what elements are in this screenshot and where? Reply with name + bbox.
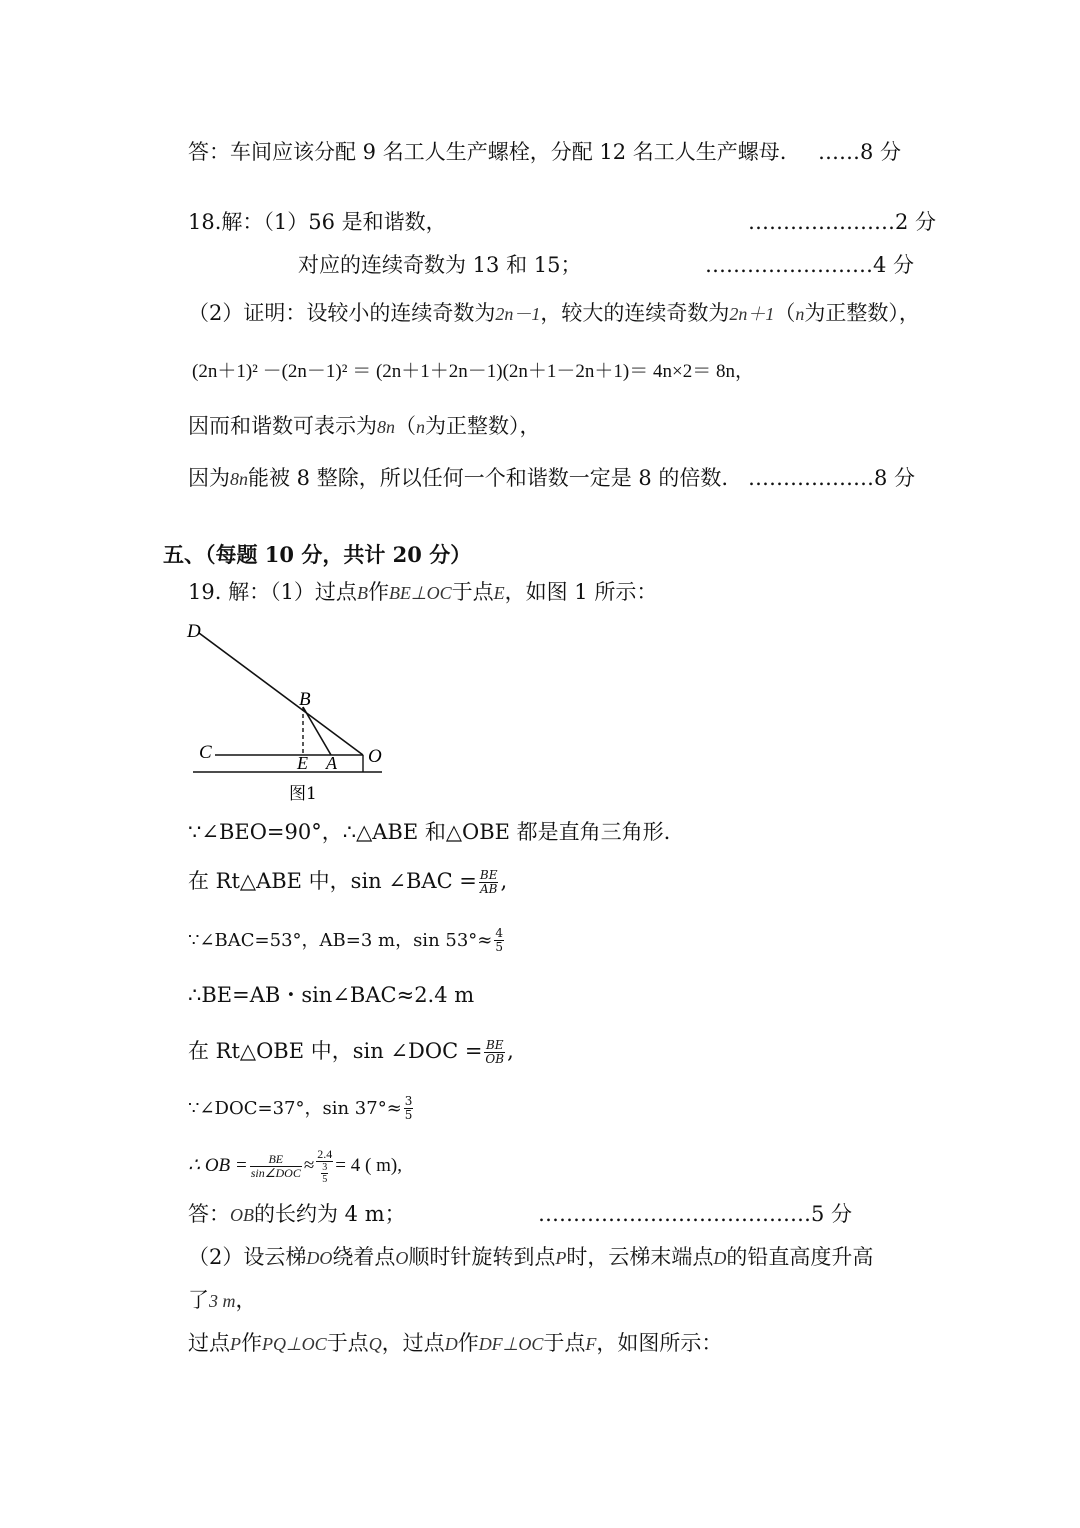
point-p-var: P [230,1334,241,1354]
q19-step1: ∵∠BEO=90°，∴△ABE 和△OBE 都是直角三角形. [188,820,671,844]
q19-step7-text: ∴ OB = [188,1154,248,1176]
q19-part2-line3-text-c: 于点 [326,1331,369,1355]
fraction-4-over-5 [494,927,504,954]
q19-intro-text-d: ，如图 1 所示： [504,580,658,604]
q18-line3-text-c: （ [774,301,796,325]
q19-answer-text-b: 的长约为 4 m； [254,1202,406,1226]
height-3m-value: 3 m [209,1291,236,1311]
q19-part2-line2 [188,1286,257,1315]
q18-line5-text-a: 因而和谐数可表示为 [188,414,377,438]
label-a: A [326,753,337,773]
q19-part2-text-c: 顺时针旋转到点 [408,1245,556,1269]
q18-proof-equation: (2n＋1)² －(2n－1)² ＝ (2n＋1＋2n－1)(2n＋1－2n＋1)＝ 4n×2＝ 8n， [192,361,754,382]
q19-step3-text: ∵∠BAC=53°，AB=3 m，sin 53°≈ [188,930,493,951]
q19-part2-text-a: （2）设云梯 [188,1245,307,1269]
n-var: n [416,417,425,437]
section-5-heading: 五、（每题 10 分，共计 20 分） [163,542,472,567]
q19-part2-line3-text-e: 作 [457,1331,479,1355]
larger-odd-expr: 2n＋1 [729,304,775,324]
point-o-var: O [395,1248,409,1268]
label-d: D [187,621,201,642]
q19-part2-line3-text-a: 过点 [188,1331,230,1355]
answer-17-text: 答：车间应该分配 9 名工人生产螺栓，分配 12 名工人生产螺母. [188,140,787,164]
label-o: O [368,746,382,767]
be-perp-oc-expr: BE⊥OC [388,583,452,603]
fraction-denominator: 5 [495,940,504,954]
fraction-numerator: 2.4 [317,1147,333,1161]
point-d-var: D [444,1334,458,1354]
fraction-numerator: 3 [322,1162,328,1173]
q19-intro-text-b: 作 [367,580,389,604]
q19-step7-result: = 4 ( m), [335,1154,402,1176]
smaller-odd-expr: 2n－1 [495,304,541,324]
q19-intro-text-a: 19. 解：（1）过点 [188,580,357,604]
q18-line2-score: ……………………4 分 [705,253,915,277]
segment-do-var: DO [306,1248,333,1268]
q19-answer-text-a: 答： [188,1202,230,1226]
ladder-line-do [199,633,363,755]
q19-step2-comma: , [500,869,508,893]
q19-step5 [188,1037,514,1066]
q19-step6-text: ∵∠DOC=37°，sin 37°≈ [188,1098,402,1119]
q19-step2-text: 在 Rt△ABE 中，sin ∠BAC = [188,869,477,893]
df-perp-oc-expr: DF⊥OC [478,1334,544,1354]
fraction-denominator: 5 [404,1108,413,1122]
fraction-numerator: BE [485,1038,504,1052]
q19-step3 [188,925,506,955]
fraction-numerator: 3 [404,1094,413,1108]
point-f-var: F [585,1334,597,1354]
q18-line3 [188,299,920,328]
approx-sign: ≈ [303,1154,315,1176]
fraction-denominator [316,1162,333,1185]
q19-part2-line3-text-b: 作 [241,1331,262,1355]
q19-intro [188,578,657,607]
q19-step5-text: 在 Rt△OBE 中，sin ∠DOC = [188,1039,483,1063]
q18-line1: 18.解：（1）56 是和谐数， [188,210,447,234]
q18-line3-text-a: （2）证明：设较小的连续奇数为 [188,301,496,325]
segment-ba [303,707,331,755]
q18-line6-text-b: 能被 8 整除，所以任何一个和谐数一定是 8 的倍数. [248,466,729,490]
point-b-var: B [356,583,368,603]
fraction-denominator: OB [485,1052,505,1066]
q19-part2-line3-text-d: ，过点 [381,1331,445,1355]
point-d-var: D [713,1248,727,1268]
label-b: B [299,689,311,710]
q18-line3-text-b: ，较大的连续奇数为 [540,301,730,325]
q19-part2-line3-text-g: ，如图所示： [596,1331,723,1355]
q19-answer-score: …………………………………5 分 [538,1202,853,1226]
figure-1-caption: 图1 [289,784,317,804]
q18-line3-text-d: 为正整数）， [804,301,920,325]
fraction-2-4-over-3-5 [316,1148,333,1185]
point-p-var: P [555,1248,567,1268]
fraction-denominator: sin∠DOC [250,1166,301,1180]
q19-answer [188,1200,406,1229]
fraction-3-over-5 [404,1095,414,1122]
label-c: C [199,742,212,763]
q19-step2 [188,867,507,896]
q19-part2-line2-text-b: ， [235,1288,257,1312]
figure-1-diagram [185,615,395,815]
answer-17-score: ……8 分 [818,140,902,164]
q18-line5-text-c: 为正整数）， [425,414,541,438]
eight-n-expr: 8n [230,469,248,489]
fraction-be-over-sin-doc [250,1153,302,1180]
fraction-be-over-ob [484,1039,505,1066]
q18-line6-text-a: 因为 [188,466,230,490]
q19-part2-line1 [188,1243,873,1272]
q19-step4: ∴BE=AB・sin∠BAC≈2.4 m [188,983,475,1007]
q18-line6-score: ………………8 分 [748,466,916,490]
nested-fraction-3-over-5 [321,1162,328,1185]
q19-part2-text-b: 绕着点 [332,1245,396,1269]
q18-line5-text-b: （ [395,414,416,438]
fraction-numerator: BE [479,868,498,882]
q19-part2-line3 [188,1329,722,1358]
q19-part2-line2-text-a: 了 [188,1288,209,1312]
q18-line5 [188,412,541,441]
q19-intro-text-c: 于点 [451,580,494,604]
n-var: n [795,304,805,324]
q19-part2-line3-text-f: 于点 [543,1331,586,1355]
q18-line2: 对应的连续奇数为 13 和 15； [298,253,582,277]
q19-step5-comma: , [507,1039,514,1063]
q19-part2-text-d: 时，云梯末端点 [566,1245,714,1269]
point-e-var: E [493,583,505,603]
label-e: E [297,753,308,773]
fraction-numerator: BE [250,1153,302,1167]
point-q-var: Q [368,1334,382,1354]
q19-part2-text-e: 的铅直高度升高 [726,1245,874,1269]
eight-n-expr: 8n [377,417,395,437]
segment-ob-var: OB [230,1205,254,1225]
q18-line6 [188,464,728,493]
fraction-denominator: 5 [322,1174,328,1185]
q19-step6 [188,1093,415,1123]
fraction-numerator: 4 [495,926,504,940]
q18-line1-score: …………………2 分 [748,210,937,234]
fraction-be-over-ab [479,869,499,896]
q19-step7 [188,1148,402,1185]
pq-perp-oc-expr: PQ⊥OC [262,1334,327,1354]
fraction-denominator: AB [479,882,498,896]
